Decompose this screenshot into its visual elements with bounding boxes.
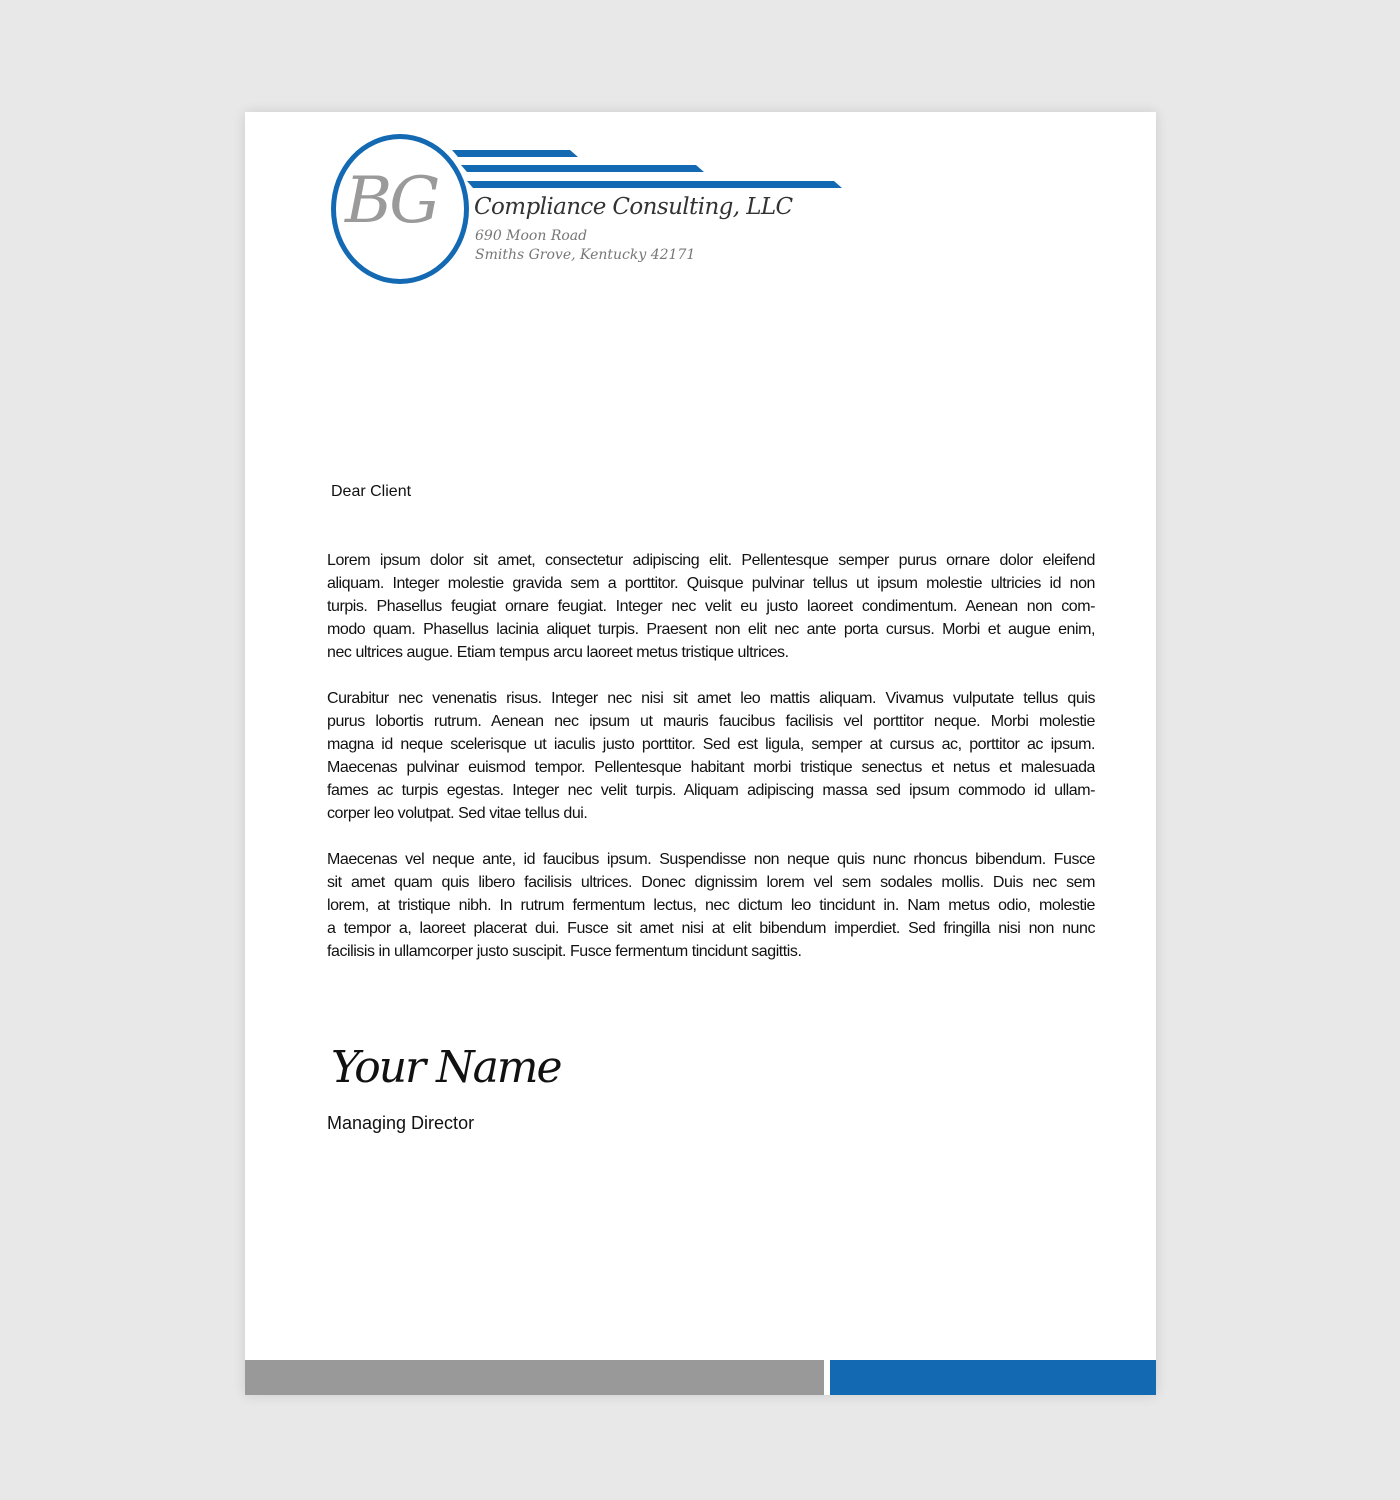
- paragraph-line: Maecenas pulvinar euismod tempor. Pellentesque habitant morbi tristique senectus et netus et malesuada: [327, 759, 1095, 776]
- logo-stripe: [461, 165, 704, 172]
- paragraph-line: sit amet quam quis libero facilisis ultrices. Donec dignissim lorem vel sem sodales mollis. Duis nec sem: [327, 874, 1095, 891]
- company-name: Compliance Consulting, LLC: [474, 194, 793, 220]
- paragraph-line: corper leo volutpat. Sed vitae tellus dui.: [327, 805, 588, 822]
- greeting: Dear Client: [331, 483, 412, 500]
- paragraph-line: Curabitur nec venenatis risus. Integer nec nisi sit amet leo mattis aliquam. Vivamus vulputate tellus quis: [327, 690, 1095, 707]
- address-line-1: 690 Moon Road: [475, 228, 588, 244]
- signer-title: Managing Director: [327, 1113, 475, 1133]
- paragraph-line: aliquam. Integer molestie gravida sem a porttitor. Quisque pulvinar tellus ut ipsum molestie ultricies id non: [327, 575, 1095, 592]
- paragraph: [327, 848, 1095, 963]
- letter-body: [327, 549, 1095, 986]
- footer-bar-blue: [830, 1360, 1156, 1395]
- paragraph-line: fames ac turpis egestas. Integer nec velit turpis. Aliquam adipiscing massa sed ipsum commodo id ullam-: [327, 782, 1095, 799]
- logo-stripe: [452, 150, 578, 157]
- letter-page: [245, 112, 1156, 1395]
- footer-bar-gray: [245, 1360, 824, 1395]
- paragraph-line: nec ultrices augue. Etiam tempus arcu laoreet metus tristique ultrices.: [327, 644, 789, 661]
- paragraph-line: facilisis in ullamcorper justo suscipit. Fusce fermentum tincidunt sagittis.: [327, 943, 802, 960]
- paragraph-line: a tempor a, laoreet placerat dui. Fusce sit amet nisi at elit bibendum imperdiet. Sed fringilla nisi non nunc: [327, 920, 1095, 937]
- address-line-2: Smiths Grove, Kentucky 42171: [475, 247, 696, 263]
- signature: Your Name: [331, 1042, 561, 1093]
- paragraph: [327, 687, 1095, 825]
- paragraph-line: Maecenas vel neque ante, id faucibus ipsum. Suspendisse non neque quis nunc rhoncus bibendum. Fusce: [327, 851, 1095, 868]
- paragraph-line: modo quam. Phasellus lacinia aliquet turpis. Praesent non elit nec ante porta cursus. Morbi et augue enim,: [327, 621, 1095, 638]
- paragraph-line: lorem, at tristique nibh. In rutrum fermentum lectus, nec dictum leo tincidunt in. Nam metus odio, molestie: [327, 897, 1095, 914]
- paragraph-line: Lorem ipsum dolor sit amet, consectetur adipiscing elit. Pellentesque semper purus ornare dolor eleifend: [327, 552, 1095, 569]
- paragraph-line: turpis. Phasellus feugiat ornare feugiat. Integer nec velit eu justo laoreet condimentum. Aenean non com-: [327, 598, 1095, 615]
- paragraph-line: purus lobortis rutrum. Aenean nec ipsum ut mauris faucibus facilisis vel porttitor neque. Morbi molestie: [327, 713, 1095, 730]
- paragraph: [327, 549, 1095, 664]
- logo-stripe: [467, 181, 842, 188]
- logo-monogram: BG: [345, 164, 437, 238]
- paragraph-line: magna id neque scelerisque ut iaculis justo porttitor. Sed est ligula, semper at cursus ac, porttitor ac ipsum.: [327, 736, 1095, 753]
